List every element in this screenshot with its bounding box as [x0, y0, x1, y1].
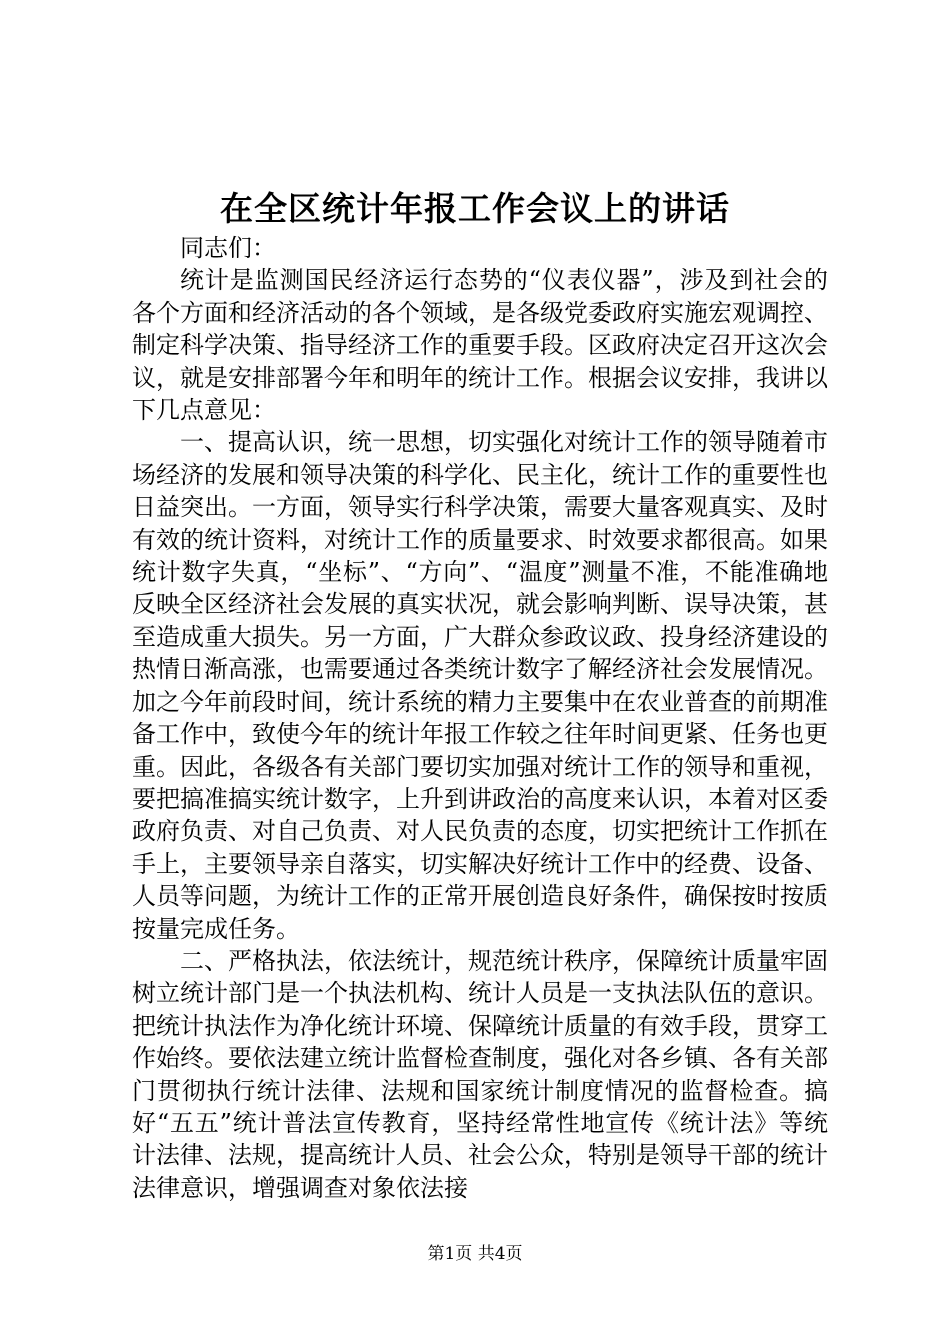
document-body	[132, 232, 828, 1204]
document-title: 在全区统计年报工作会议上的讲话	[220, 189, 730, 228]
page-number-footer: 第1页 共4页	[427, 1244, 523, 1264]
salutation: 同志们：	[180, 234, 276, 262]
paragraph-section-1: 一、提高认识，统一思想，切实强化对统计工作的领导随着市场经济的发展和领导决策的科学化、民主化，统计工作的重要性也日益突出。一方面，领导实行科学决策，需要大量客观真实、及时有效的统计资料，对统计工作的质量要求、时效要求都很高。如果统计数字失真，“坐标”、“方向”、“温度”测量不准，不能准确地反映全区经济社会发展的真实状况，就会影响判断、误导决策，甚至造成重大损失。另一方面，广大群众参政议政、投身经济建设的热情日渐高涨，也需要通过各类统计数字了解经济社会发展情况。加之今年前段时间，统计系统的精力主要集中在农业普查的前期准备工作中，致使今年的统计年报工作较之往年时间更紧、任务也更重。因此，各级各有关部门要切实加强对统计工作的领导和重视，要把搞准搞实统计数字，上升到讲政治的高度来认识，本着对区委政府负责、对自己负责、对人民负责的态度，切实把统计工作抓在手上，主要领导亲自落实，切实解决好统计工作中的经费、设备、人员等问题，为统计工作的正常开展创造良好条件，确保按时按质按量完成任务。	[132, 428, 828, 943]
paragraph-section-2: 二、严格执法，依法统计，规范统计秩序，保障统计质量牢固树立统计部门是一个执法机构、统计人员是一支执法队伍的意识。把统计执法作为净化统计环境、保障统计质量的有效手段，贯穿工作始终。要依法建立统计监督检查制度，强化对各乡镇、各有关部门贯彻执行统计法律、法规和国家统计制度情况的监督检查。搞好“五五”统计普法宣传教育，坚持经常性地宣传《统计法》等统计法律、法规，提高统计人员、社会公众，特别是领导干部的统计法律意识，增强调查对象依法接	[132, 946, 828, 1202]
paragraph-intro: 统计是监测国民经济运行态势的“仪表仪器”，涉及到社会的各个方面和经济活动的各个领域，是各级党委政府实施宏观调控、制定科学决策、指导经济工作的重要手段。区政府决定召开这次会议，就是安排部署今年和明年的统计工作。根据会议安排，我讲以下几点意见：	[132, 266, 828, 425]
